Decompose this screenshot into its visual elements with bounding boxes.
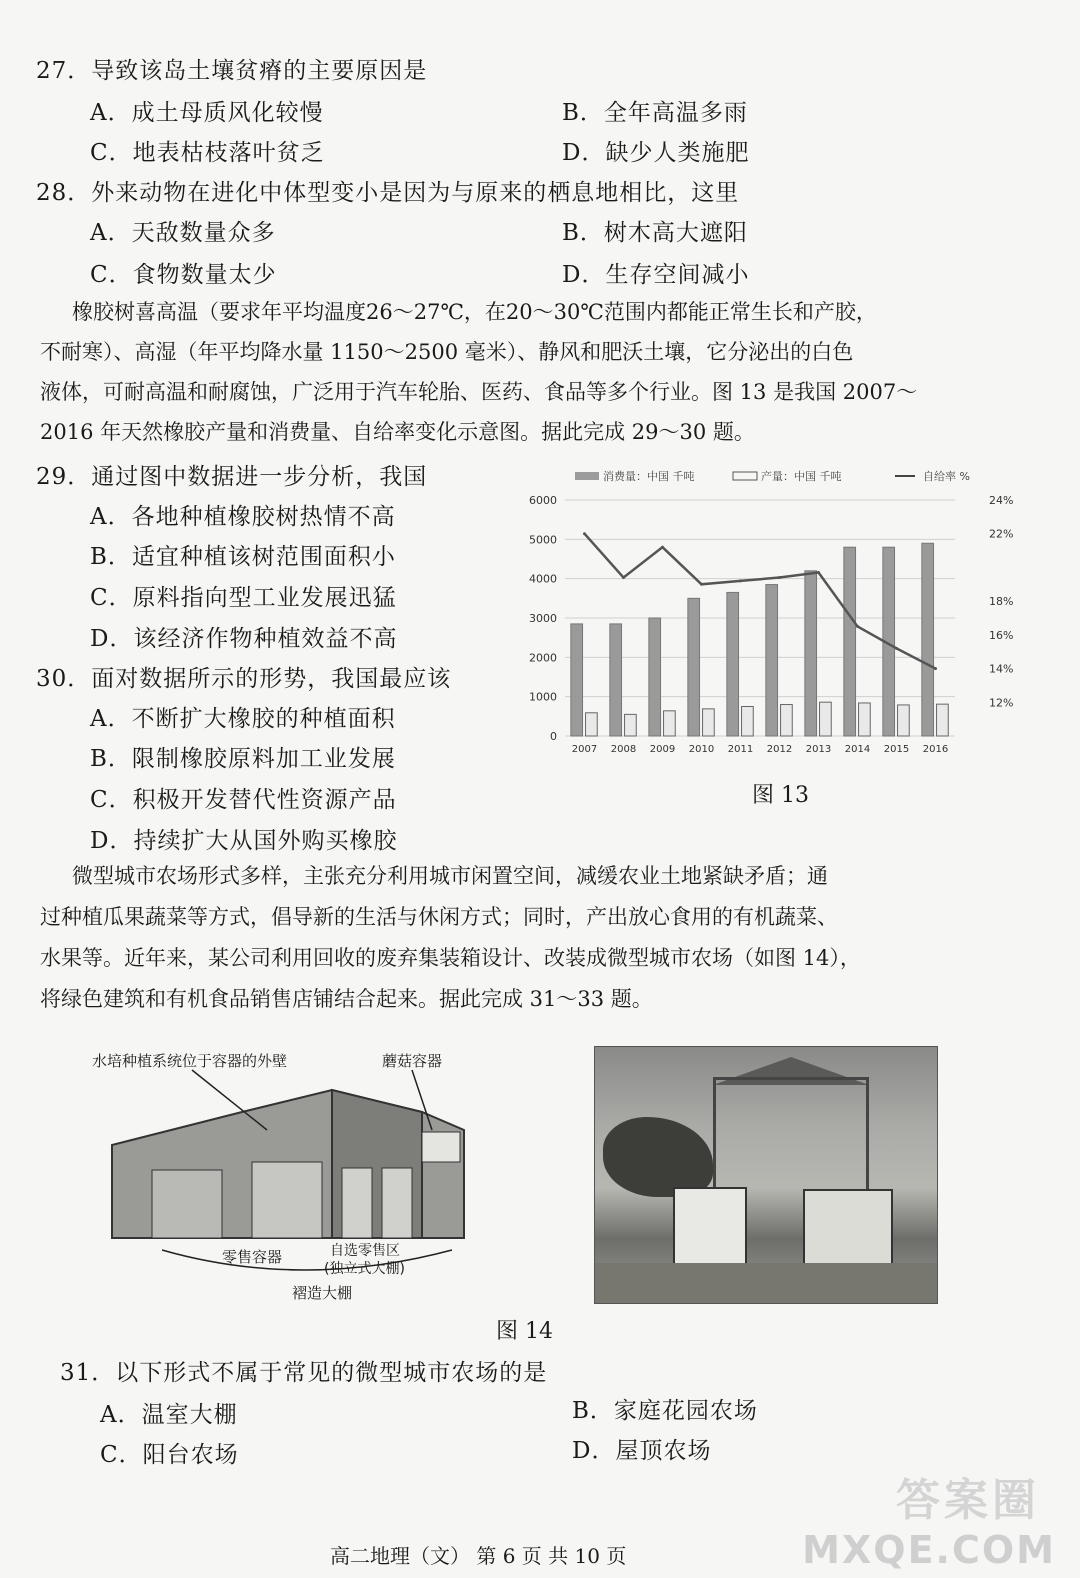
passage1-line2: 不耐寒）、高湿（年平均降水量 1150～2500 毫米）、静风和肥沃土壤，它分泌出的白色 (40, 340, 854, 364)
y-left-tick-label: 0 (550, 730, 557, 743)
label-self-service-area: 自选零售区 (330, 1243, 400, 1259)
q31-option-a: A．温室大棚 (100, 1402, 238, 1428)
passage2-line2: 过种植瓜果蔬菜等方式，倡导新的生活与休闲方式；同时，产出放心食用的有机蔬菜、 (40, 905, 838, 929)
bar-consumption (727, 592, 739, 736)
self-sufficiency-point (934, 667, 937, 670)
q29-option-d: D．该经济作物种植效益不高 (90, 626, 398, 652)
bar-production (937, 704, 949, 736)
legend-label: 产量：中国 千吨 (761, 470, 842, 483)
y-left-tick-label: 3000 (529, 612, 557, 625)
y-left-tick-label: 5000 (529, 533, 557, 547)
q31-stem: 31．以下形式不属于常见的微型城市农场的是 (60, 1360, 548, 1386)
legend-label: 消费量：中国 千吨 (603, 470, 695, 483)
q29-option-a: A．各地种植橡胶树热情不高 (90, 504, 396, 530)
photo-ground (595, 1263, 937, 1303)
self-sufficiency-point (895, 647, 898, 650)
label-hydroponic-system: 水培种植系统位于容器的外壁 (92, 1052, 288, 1070)
y-right-tick-label: 24% (989, 494, 1014, 507)
q28-option-d: D．生存空间减小 (562, 262, 750, 288)
q29-stem: 29．通过图中数据进一步分析，我国 (36, 464, 428, 490)
figure-13-caption: 图 13 (752, 783, 809, 808)
photo-building-frame (713, 1077, 869, 1200)
passage1-line1: 橡胶树喜高温（要求年平均温度26～27℃，在20～30℃范围内都能正常生长和产胶， (72, 300, 877, 324)
q30-option-a: A．不断扩大橡胶的种植面积 (90, 706, 396, 732)
x-tick-label: 2009 (649, 744, 676, 755)
figure-14-diagram (92, 1050, 562, 1310)
self-sufficiency-point (700, 583, 703, 586)
bar-production (859, 703, 871, 736)
y-right-tick-label: 18% (989, 595, 1014, 609)
label-retail-container: 零售容器 (222, 1248, 283, 1266)
watermark-url: MXQE.COM (802, 1528, 1056, 1572)
figure-13-chart (515, 460, 1014, 755)
bar-consumption (844, 547, 856, 736)
bar-consumption (571, 624, 583, 736)
page-footer: 高二地理（文） 第 6 页 共 10 页 (330, 1544, 627, 1568)
bar-production (625, 714, 637, 736)
bar-consumption (922, 543, 934, 736)
y-right-tick-label: 14% (989, 662, 1014, 676)
q31-option-c: C．阳台农场 (100, 1442, 239, 1468)
y-left-tick-label: 4000 (529, 572, 557, 586)
y-right-tick-label: 12% (989, 696, 1014, 710)
y-left-tick-label: 6000 (529, 494, 557, 507)
q30-option-b: B．限制橡胶原料加工业发展 (90, 746, 396, 772)
bar-production (742, 707, 754, 737)
bar-production (820, 702, 832, 736)
self-sufficiency-point (661, 546, 664, 549)
label-greenhouse-freestanding: (独立式大棚) (324, 1261, 405, 1277)
bar-production (781, 705, 793, 736)
x-tick-label: 2014 (844, 744, 871, 755)
q31-option-d: D．屋顶农场 (572, 1438, 712, 1464)
q28-stem: 28．外来动物在进化中体型变小是因为与原来的栖息地相比，这里 (36, 180, 740, 206)
label-greenhouse: 褶造大棚 (292, 1284, 353, 1302)
bar-consumption (649, 618, 661, 736)
label-mushroom-container: 蘑菇容器 (382, 1052, 443, 1070)
bar-production (586, 713, 598, 736)
self-sufficiency-point (739, 579, 742, 582)
q28-option-c: C．食物数量太少 (90, 262, 277, 288)
passage2-line4: 将绿色建筑和有机食品销售店铺结合起来。据此完成 31～33 题。 (40, 987, 653, 1011)
q29-option-c: C．原料指向型工业发展迅猛 (90, 585, 397, 611)
self-sufficiency-point (817, 571, 820, 574)
self-sufficiency-point (778, 576, 781, 579)
rubber-chart-svg (515, 460, 1014, 755)
bar-production (898, 705, 910, 736)
bar-consumption (766, 585, 778, 736)
q29-option-b: B．适宜种植该树范围面积小 (90, 544, 396, 570)
passage1-line4: 2016 年天然橡胶产量和消费量、自给率变化示意图。据此完成 29～30 题。 (40, 420, 755, 444)
x-tick-label: 2013 (805, 744, 832, 755)
x-tick-label: 2007 (571, 744, 598, 755)
self-sufficiency-point (622, 576, 625, 579)
legend-swatch-consumption (575, 472, 599, 480)
bar-consumption (688, 598, 700, 736)
y-left-tick-label: 1000 (529, 690, 557, 704)
legend-swatch-production (733, 472, 757, 480)
q27-option-a: A．成土母质风化较慢 (90, 100, 324, 126)
q30-stem: 30．面对数据所示的形势，我国最应该 (36, 666, 452, 692)
q27-option-c: C．地表枯枝落叶贫乏 (90, 140, 325, 166)
x-tick-label: 2010 (688, 744, 715, 755)
q28-option-b: B．树木高大遮阳 (562, 220, 748, 246)
self-sufficiency-point (856, 625, 859, 628)
q27-option-b: B．全年高温多雨 (562, 100, 748, 126)
x-tick-label: 2008 (610, 744, 637, 755)
self-sufficiency-point (583, 532, 586, 535)
figure-14-photo (594, 1046, 938, 1304)
q27-stem: 27．导致该岛土壤贫瘠的主要原因是 (36, 58, 428, 84)
legend-label: 自给率 % (923, 470, 970, 483)
q30-option-d: D．持续扩大从国外购买橡胶 (90, 828, 398, 854)
y-right-tick-label: 22% (989, 527, 1014, 541)
watermark-logo-text: 答案圈 (896, 1475, 1040, 1526)
x-tick-label: 2011 (727, 744, 754, 755)
y-left-tick-label: 2000 (529, 651, 557, 665)
y-right-tick-label: 16% (989, 628, 1014, 642)
bar-consumption (610, 624, 622, 736)
x-tick-label: 2016 (922, 744, 949, 755)
bar-production (664, 711, 676, 736)
passage1-line3: 液体，可耐高温和耐腐蚀，广泛用于汽车轮胎、医药、食品等多个行业。图 13 是我国 2007～ (40, 380, 918, 404)
bar-consumption (805, 571, 817, 736)
x-tick-label: 2012 (766, 744, 793, 755)
q27-option-d: D．缺少人类施肥 (562, 140, 750, 166)
q30-option-c: C．积极开发替代性资源产品 (90, 787, 397, 813)
photo-tree-shape (603, 1117, 713, 1197)
bar-production (703, 709, 715, 736)
figure-14-caption: 图 14 (496, 1319, 553, 1344)
x-tick-label: 2015 (883, 744, 910, 755)
passage2-line3: 水果等。近年来，某公司利用回收的废弃集装箱设计、改装成微型城市农场（如图 14）， (40, 946, 861, 970)
passage2-line1: 微型城市农场形式多样，主张充分利用城市闲置空间，减缓农业土地紧缺矛盾；通 (72, 864, 828, 888)
q31-option-b: B．家庭花园农场 (572, 1398, 758, 1424)
q28-option-a: A．天敌数量众多 (90, 220, 276, 246)
